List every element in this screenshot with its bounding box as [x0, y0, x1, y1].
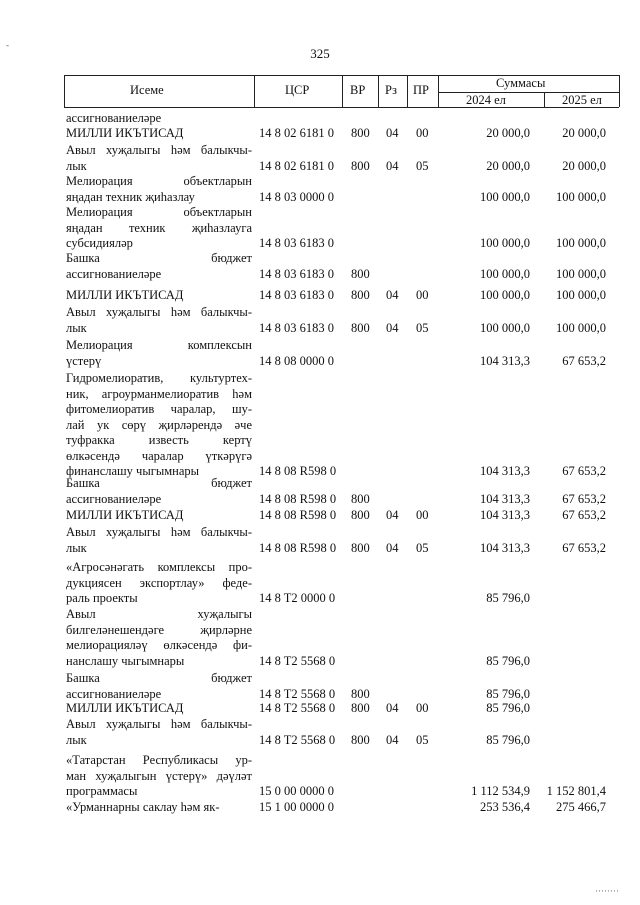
row-name-line: мелиорацияләү өлкәсендә фи-: [66, 638, 252, 652]
row-name-line: МИЛЛИ ИКЪТИСАД: [66, 508, 184, 522]
row-name: [66, 338, 252, 369]
row-csr: 14 8 T2 5568 0: [259, 653, 336, 668]
row-vr: 800: [351, 158, 370, 173]
row-csr: 14 8 T2 5568 0: [259, 686, 336, 701]
row-sum-2025: 20 000,0: [562, 158, 606, 173]
row-csr: 14 8 02 6181 0: [259, 126, 334, 140]
row-csr: 14 8 T2 0000 0: [259, 591, 336, 605]
row-pr: 00: [416, 701, 429, 715]
row-csr: 14 8 08 R598 0: [259, 464, 337, 478]
row-sum-2024: 100 000,0: [480, 189, 530, 204]
row-csr: 15 1 00 0000 0: [259, 800, 334, 814]
header-csr: ЦСР: [285, 83, 310, 97]
row-pr: 00: [416, 288, 429, 302]
row-csr: 14 8 08 R598 0: [259, 508, 337, 522]
row-name-line: Авыл хуҗалыгы һәм балыкчы-: [66, 717, 252, 731]
row-vr: 800: [351, 686, 370, 701]
page-number: 325: [310, 46, 330, 61]
row-name-line: Авыл хуҗалыгы һәм балыкчы-: [66, 305, 252, 319]
row-sum-2024: 20 000,0: [486, 126, 530, 140]
row-rz: 04: [386, 701, 399, 715]
row-name: [66, 143, 252, 174]
row-sum-2024: 104 313,3: [480, 491, 530, 506]
row-name-line: ман хуҗалыгын үстерү» дәүләт: [66, 768, 252, 783]
row-name-line: лык: [66, 158, 87, 173]
row-name-line: лык: [66, 732, 87, 747]
row-pr: 05: [416, 540, 429, 555]
row-sum-2025: 100 000,0: [556, 288, 606, 302]
header-pr: ПР: [413, 83, 429, 97]
header-name: Исеме: [130, 83, 164, 97]
row-vr: 800: [351, 288, 370, 302]
row-csr: 14 8 T2 5568 0: [259, 701, 336, 715]
row-vr: 800: [351, 491, 370, 506]
row-name: [66, 701, 252, 717]
row-name-line: финанслашу чыгымнары: [66, 464, 200, 478]
row-name-line: өлкәсендә чаралар үткәрүгә: [66, 448, 252, 463]
row-sum-2024: 104 313,3: [480, 353, 530, 368]
row-name-line: «Агросәнәгать комплексы про-: [66, 560, 252, 574]
row-csr: 14 8 03 0000 0: [259, 189, 334, 204]
row-name-line: лык: [66, 320, 87, 335]
row-csr: 14 8 03 6183 0: [259, 266, 334, 281]
row-sum-2024: 100 000,0: [480, 288, 530, 302]
row-name-line: Гидромелиоратив, культуртех-: [66, 371, 252, 385]
row-sum-2024: 104 313,3: [480, 540, 530, 555]
row-name: [66, 371, 252, 480]
row-csr: 14 8 T2 5568 0: [259, 732, 336, 747]
row-sum-2025: 100 000,0: [556, 236, 606, 250]
row-csr: 14 8 03 6183 0: [259, 236, 334, 250]
row-name: [66, 476, 252, 507]
row-csr: 14 8 08 0000 0: [259, 353, 334, 368]
row-sum-2025: 1 152 801,4: [546, 784, 606, 798]
row-rz: 04: [386, 540, 399, 555]
scan-mark: ········: [595, 886, 619, 896]
row-name-line: МИЛЛИ ИКЪТИСАД: [66, 126, 184, 140]
header-col-border: [254, 75, 255, 107]
row-sum-2025: 67 653,2: [562, 508, 606, 522]
row-sum-2024: 100 000,0: [480, 236, 530, 250]
row-pr: 05: [416, 158, 429, 173]
row-rz: 04: [386, 508, 399, 522]
row-vr: 800: [351, 266, 370, 281]
header-col-border: [544, 92, 545, 107]
header-vr: ВР: [350, 83, 366, 97]
header-col-border: [64, 75, 65, 107]
row-name: [66, 174, 252, 205]
row-name: [66, 508, 252, 524]
header-rz: Рз: [385, 83, 397, 97]
row-name: [66, 560, 252, 607]
row-vr: 800: [351, 320, 370, 335]
header-col-border: [438, 75, 439, 107]
row-name: [66, 251, 252, 282]
header-sums: Суммасы: [496, 76, 546, 90]
row-sum-2024: 85 796,0: [486, 701, 530, 715]
row-sum-2025: 100 000,0: [556, 320, 606, 335]
row-name-line: «Татарстан Республикасы ур-: [66, 753, 252, 767]
row-name-line: ассигнованиеләре: [66, 111, 162, 125]
row-name-line: Башка бюджет: [66, 671, 252, 685]
row-name-line: Авыл хуҗалыгы: [66, 607, 252, 621]
row-sum-2024: 1 112 534,9: [471, 784, 530, 798]
row-name-line: Мелиорация комплексын: [66, 338, 252, 352]
row-sum-2024: 100 000,0: [480, 266, 530, 281]
row-name-line: дукциясен экспортлау» феде-: [66, 575, 252, 590]
row-name-line: Авыл хуҗалыгы һәм балыкчы-: [66, 525, 252, 539]
row-name-line: Мелиорация объектларын: [66, 174, 252, 188]
row-name: [66, 671, 252, 702]
row-csr: 14 8 08 R598 0: [259, 491, 337, 506]
row-name-line: нанслашу чыгымнары: [66, 653, 185, 668]
row-sum-2025: 100 000,0: [556, 266, 606, 281]
row-name: [66, 525, 252, 556]
row-vr: 800: [351, 732, 370, 747]
row-pr: 05: [416, 320, 429, 335]
row-sum-2024: 85 796,0: [486, 686, 530, 701]
row-vr: 800: [351, 701, 370, 715]
row-csr: 14 8 02 6181 0: [259, 158, 334, 173]
row-name-line: үстерү: [66, 353, 102, 368]
row-name: [66, 717, 252, 748]
row-sum-2025: 67 653,2: [562, 353, 606, 368]
row-sum-2025: 67 653,2: [562, 540, 606, 555]
row-name: [66, 753, 252, 800]
row-sum-2024: 85 796,0: [486, 653, 530, 668]
row-vr: 800: [351, 540, 370, 555]
row-name-line: яңадан техник җиһазлауга: [66, 220, 252, 235]
row-sum-2024: 20 000,0: [486, 158, 530, 173]
row-name-line: МИЛЛИ ИКЪТИСАД: [66, 288, 184, 302]
row-name-line: программасы: [66, 784, 138, 798]
row-sum-2024: 100 000,0: [480, 320, 530, 335]
row-sum-2024: 104 313,3: [480, 464, 530, 478]
row-pr: 00: [416, 508, 429, 522]
row-sum-2024: 104 313,3: [480, 508, 530, 522]
row-name-line: ассигнованиеләре: [66, 491, 162, 506]
row-vr: 800: [351, 508, 370, 522]
row-name-line: билгеләнешендәге җирләрне: [66, 622, 252, 637]
row-rz: 04: [386, 732, 399, 747]
row-rz: 04: [386, 126, 399, 140]
row-sum-2025: 275 466,7: [556, 800, 606, 814]
row-name-line: ассигнованиеләре: [66, 686, 162, 701]
header-bottom-border: [64, 107, 619, 108]
row-pr: 00: [416, 126, 429, 140]
row-name-line: МИЛЛИ ИКЪТИСАД: [66, 701, 184, 715]
row-rz: 04: [386, 288, 399, 302]
row-csr: 14 8 08 R598 0: [259, 540, 337, 555]
row-rz: 04: [386, 320, 399, 335]
row-csr: 14 8 03 6183 0: [259, 320, 334, 335]
row-vr: 800: [351, 126, 370, 140]
scan-mark: -: [6, 40, 9, 50]
row-pr: 05: [416, 732, 429, 747]
row-name-line: лай ук сөрү җирләрендә әче: [66, 417, 252, 432]
row-csr: 14 8 03 6183 0: [259, 288, 334, 302]
row-rz: 04: [386, 158, 399, 173]
row-name: [66, 111, 252, 127]
row-name: [66, 126, 252, 142]
row-name-line: лык: [66, 540, 87, 555]
row-sum-2024: 85 796,0: [486, 591, 530, 605]
row-name-line: ник, агроурманмелиоратив һәм: [66, 386, 252, 401]
header-col-border: [619, 75, 620, 107]
row-sum-2025: 20 000,0: [562, 126, 606, 140]
row-sum-2025: 100 000,0: [556, 189, 606, 204]
row-sum-2024: 253 536,4: [480, 800, 530, 814]
row-sum-2024: 85 796,0: [486, 732, 530, 747]
row-name: [66, 205, 252, 252]
row-name-line: туфракка известь кертү: [66, 433, 252, 447]
row-name-line: Башка бюджет: [66, 476, 252, 490]
row-name-line: яңадан техник җиһазлау: [66, 189, 195, 204]
row-name-line: Авыл хуҗалыгы һәм балыкчы-: [66, 143, 252, 157]
header-col-border: [378, 75, 379, 107]
header-col-border: [407, 75, 408, 107]
row-name: [66, 607, 252, 669]
row-sum-2025: 67 653,2: [562, 464, 606, 478]
header-year-2025: 2025 ел: [562, 93, 602, 107]
row-name: [66, 288, 252, 304]
row-sum-2025: 67 653,2: [562, 491, 606, 506]
row-name-line: Башка бюджет: [66, 251, 252, 265]
row-name-line: ассигнованиеләре: [66, 266, 162, 281]
row-name-line: фитомелиоратив чаралар, шу-: [66, 402, 252, 416]
row-name: [66, 800, 252, 816]
row-name-line: раль проекты: [66, 591, 138, 605]
row-name: [66, 305, 252, 336]
row-name-line: субсидияләр: [66, 236, 133, 250]
row-csr: 15 0 00 0000 0: [259, 784, 334, 798]
header-col-border: [342, 75, 343, 107]
row-name-line: Мелиорация объектларын: [66, 205, 252, 219]
header-year-2024: 2024 ел: [466, 93, 506, 107]
row-name-line: «Урманнарны саклау һәм як-: [66, 800, 220, 814]
